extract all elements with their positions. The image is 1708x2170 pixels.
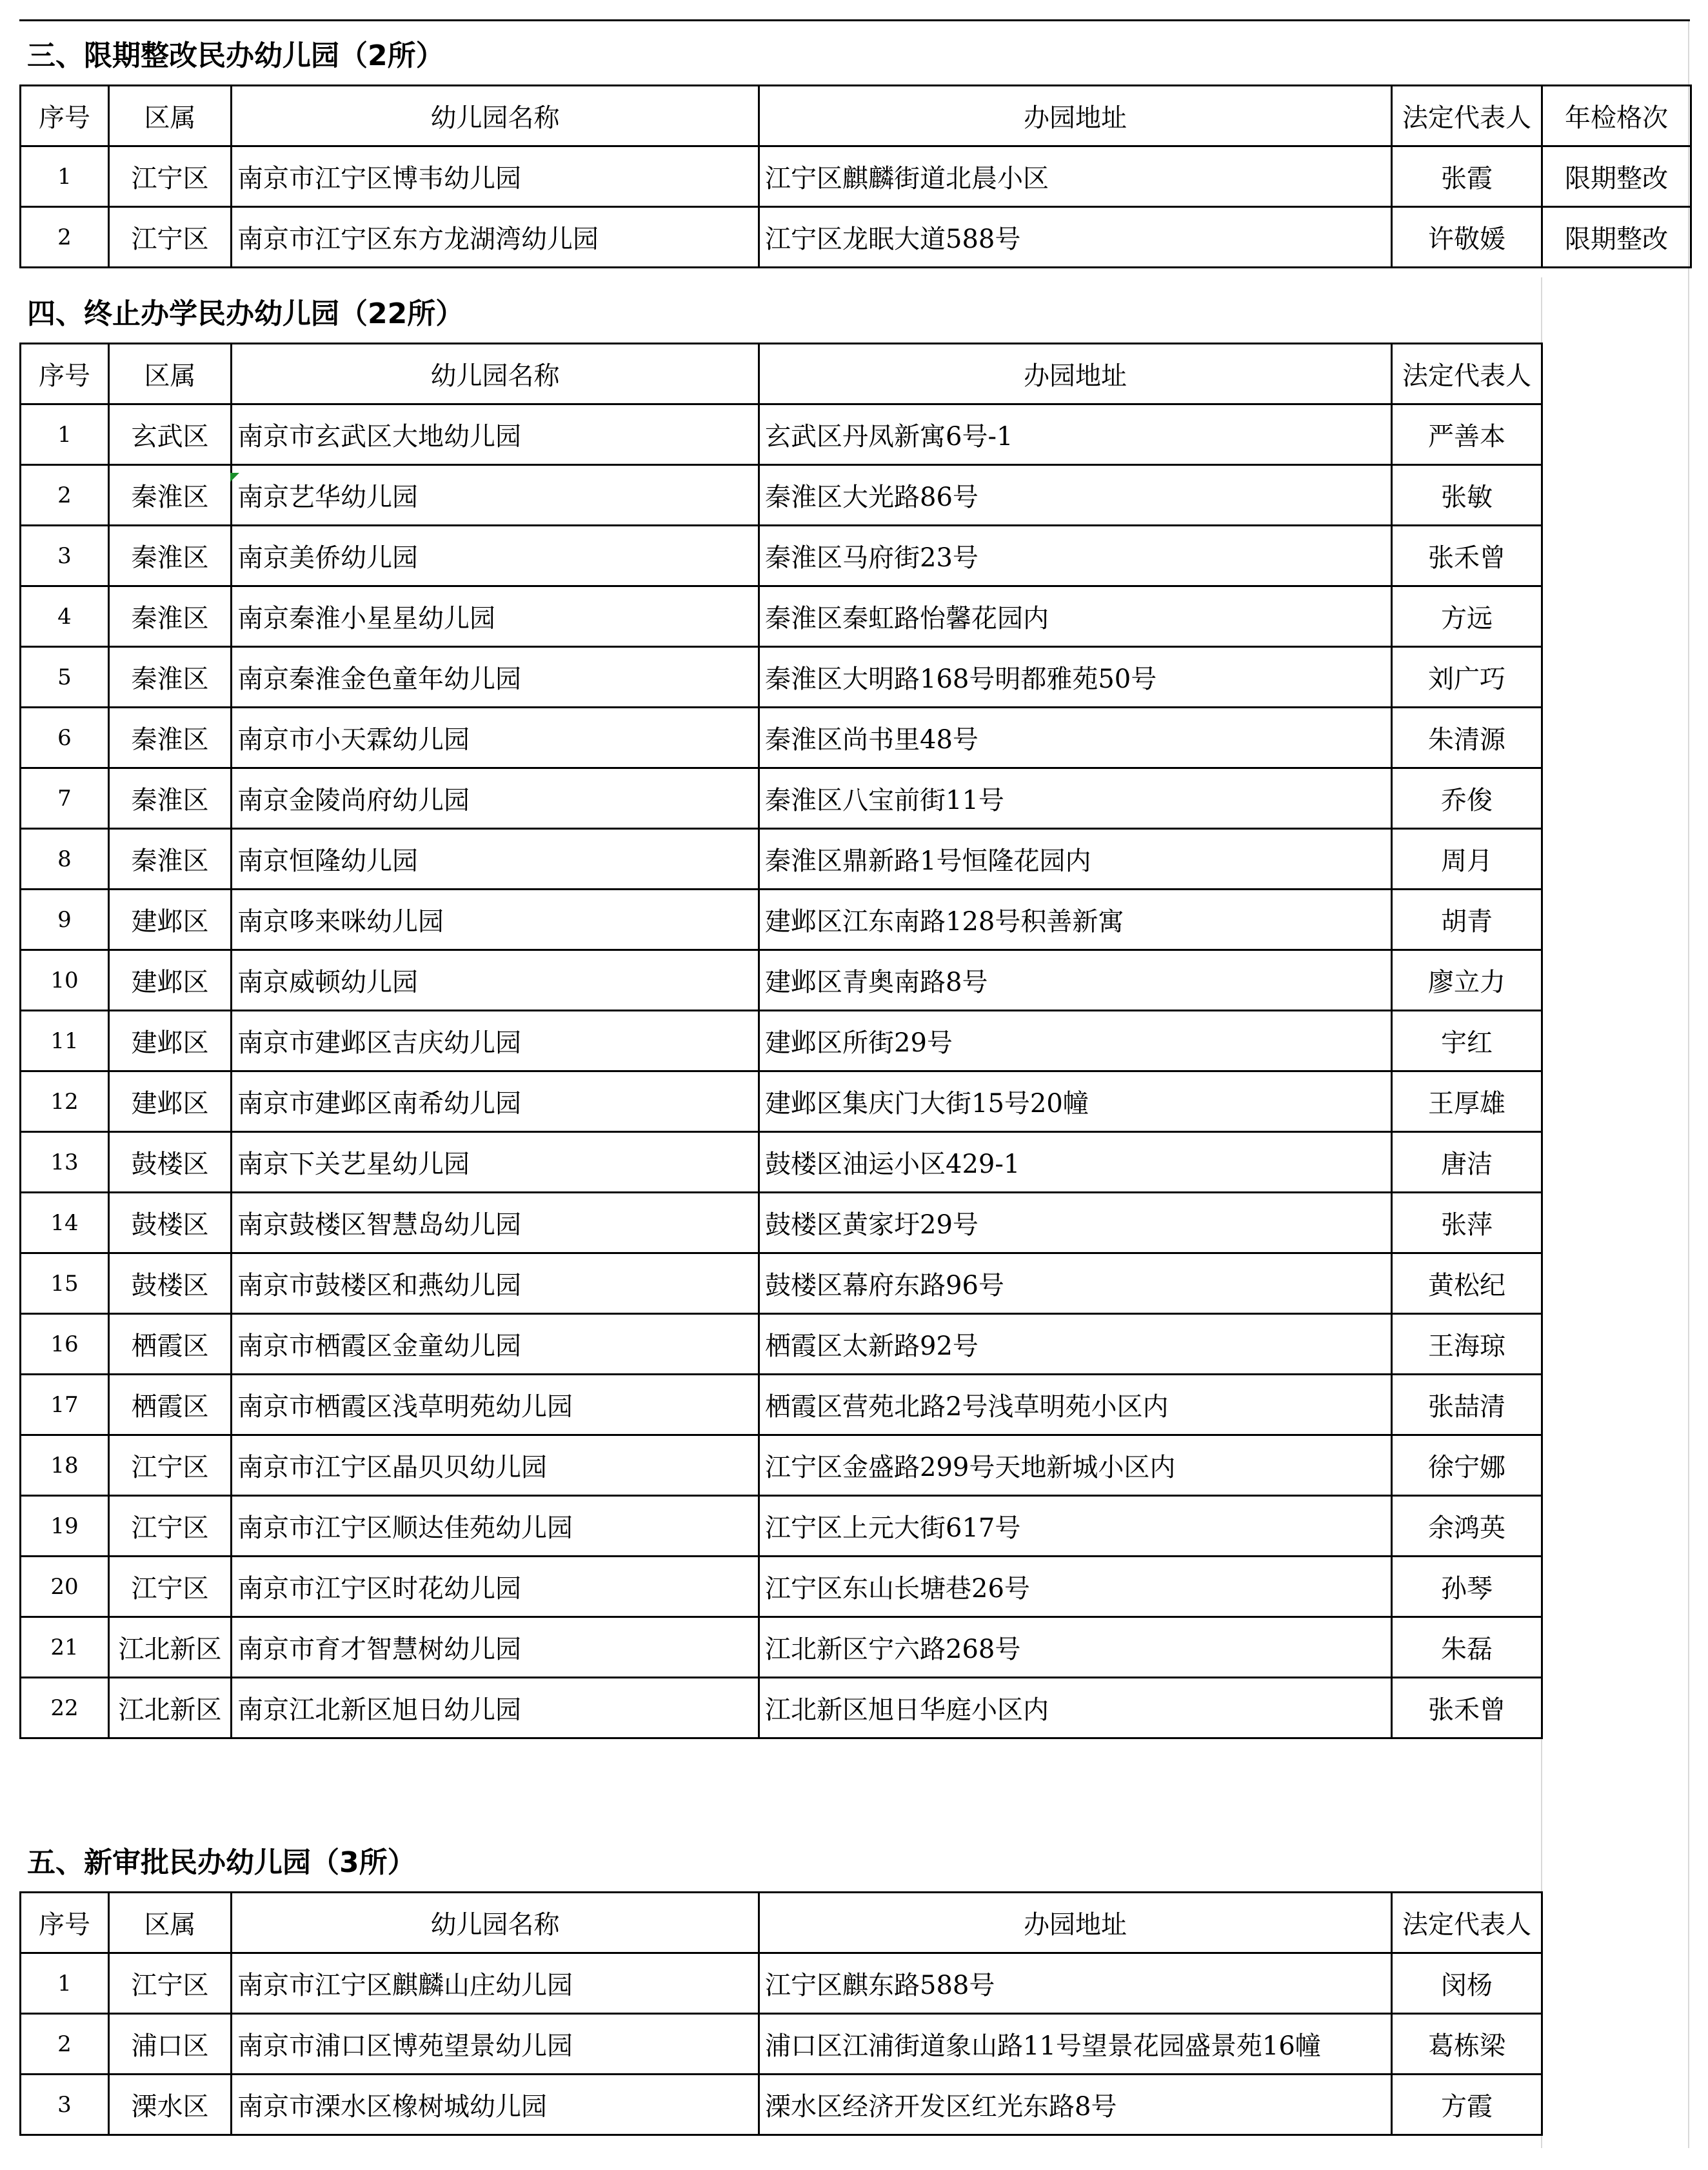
table-row xyxy=(21,1253,1542,1314)
legal-rep-cell: 朱清源 xyxy=(1392,708,1542,768)
kindergarten-name-cell: 南京威顿幼儿园 xyxy=(232,950,759,1011)
seq-cell: 21 xyxy=(21,1617,109,1678)
column-header: 区属 xyxy=(109,344,232,404)
legal-rep-cell: 胡青 xyxy=(1392,890,1542,950)
legal-rep-cell: 朱磊 xyxy=(1392,1617,1542,1678)
legal-rep-cell: 张禾曾 xyxy=(1392,1678,1542,1738)
seq-cell: 14 xyxy=(21,1193,109,1253)
kindergarten-name-cell: 南京市栖霞区浅草明苑幼儿园 xyxy=(232,1375,759,1435)
address-cell: 秦淮区八宝前街11号 xyxy=(759,768,1392,829)
column-header: 序号 xyxy=(21,1893,109,1953)
district-cell: 建邺区 xyxy=(109,950,232,1011)
district-cell: 秦淮区 xyxy=(109,708,232,768)
seq-cell: 3 xyxy=(21,2075,109,2135)
address-cell: 江宁区上元大街617号 xyxy=(759,1496,1392,1557)
legal-rep-cell: 方霞 xyxy=(1392,2075,1542,2135)
seq-cell: 16 xyxy=(21,1314,109,1375)
legal-rep-cell: 周月 xyxy=(1392,829,1542,890)
gridline-right xyxy=(1688,19,1689,2148)
kindergarten-name-cell: 南京市小天霖幼儿园 xyxy=(232,708,759,768)
table-row xyxy=(21,1678,1542,1738)
seq-cell: 6 xyxy=(21,708,109,768)
section-3-table xyxy=(19,85,1692,268)
table-row xyxy=(21,1314,1542,1375)
column-header: 幼儿园名称 xyxy=(232,1893,759,1953)
kindergarten-name-cell: 南京艺华幼儿园 xyxy=(232,465,759,526)
table-row xyxy=(21,647,1542,708)
legal-rep-cell: 王厚雄 xyxy=(1392,1071,1542,1132)
column-header: 年检格次 xyxy=(1542,86,1691,146)
table-header-row xyxy=(21,1893,1542,1953)
seq-cell: 15 xyxy=(21,1253,109,1314)
legal-rep-cell: 徐宁娜 xyxy=(1392,1435,1542,1496)
legal-rep-cell: 张萍 xyxy=(1392,1193,1542,1253)
legal-rep-cell: 闵杨 xyxy=(1392,1953,1542,2014)
address-cell: 江宁区麒东路588号 xyxy=(759,1953,1392,2014)
seq-cell: 1 xyxy=(21,404,109,465)
kindergarten-name-cell: 南京市江宁区麒麟山庄幼儿园 xyxy=(232,1953,759,2014)
legal-rep-cell: 张霞 xyxy=(1392,146,1542,207)
district-cell: 江宁区 xyxy=(109,1496,232,1557)
legal-rep-cell: 刘广巧 xyxy=(1392,647,1542,708)
table-row xyxy=(21,465,1542,526)
table-row xyxy=(21,1435,1542,1496)
section-5-title: 五、新审批民办幼儿园（3所） xyxy=(27,1846,416,1879)
address-cell: 秦淮区大光路86号 xyxy=(759,465,1392,526)
table-row xyxy=(21,768,1542,829)
table-row xyxy=(21,1953,1542,2014)
address-cell: 鼓楼区油运小区429-1 xyxy=(759,1132,1392,1193)
seq-cell: 11 xyxy=(21,1011,109,1071)
table-row xyxy=(21,708,1542,768)
kindergarten-name-cell: 南京市建邺区南希幼儿园 xyxy=(232,1071,759,1132)
district-cell: 江宁区 xyxy=(109,1435,232,1496)
seq-cell: 12 xyxy=(21,1071,109,1132)
district-cell: 秦淮区 xyxy=(109,526,232,586)
kindergarten-name-cell: 南京哆来咪幼儿园 xyxy=(232,890,759,950)
column-header: 幼儿园名称 xyxy=(232,344,759,404)
table-row xyxy=(21,1193,1542,1253)
table-row xyxy=(21,2075,1542,2135)
district-cell: 江北新区 xyxy=(109,1678,232,1738)
column-header: 区属 xyxy=(109,86,232,146)
table-row xyxy=(21,586,1542,647)
legal-rep-cell: 余鸿英 xyxy=(1392,1496,1542,1557)
district-cell: 江宁区 xyxy=(109,207,232,268)
kindergarten-name-cell: 南京市鼓楼区和燕幼儿园 xyxy=(232,1253,759,1314)
table-row xyxy=(21,1132,1542,1193)
district-cell: 秦淮区 xyxy=(109,829,232,890)
seq-cell: 17 xyxy=(21,1375,109,1435)
address-cell: 栖霞区太新路92号 xyxy=(759,1314,1392,1375)
district-cell: 秦淮区 xyxy=(109,586,232,647)
district-cell: 建邺区 xyxy=(109,890,232,950)
kindergarten-name-cell: 南京市浦口区博苑望景幼儿园 xyxy=(232,2014,759,2075)
address-cell: 秦淮区大明路168号明都雅苑50号 xyxy=(759,647,1392,708)
address-cell: 秦淮区尚书里48号 xyxy=(759,708,1392,768)
address-cell: 江宁区麒麟街道北晨小区 xyxy=(759,146,1392,207)
table-row xyxy=(21,1011,1542,1071)
table-row xyxy=(21,207,1691,268)
district-cell: 栖霞区 xyxy=(109,1314,232,1375)
district-cell: 秦淮区 xyxy=(109,768,232,829)
inspection-grade-cell: 限期整改 xyxy=(1542,207,1691,268)
legal-rep-cell: 张敏 xyxy=(1392,465,1542,526)
section-3-title: 三、限期整改民办幼儿园（2所） xyxy=(27,39,444,72)
column-header: 区属 xyxy=(109,1893,232,1953)
column-header: 序号 xyxy=(21,344,109,404)
column-header: 法定代表人 xyxy=(1392,86,1542,146)
district-cell: 栖霞区 xyxy=(109,1375,232,1435)
district-cell: 玄武区 xyxy=(109,404,232,465)
table-header-row xyxy=(21,344,1542,404)
top-rule xyxy=(19,19,1690,21)
address-cell: 秦淮区秦虹路怡馨花园内 xyxy=(759,586,1392,647)
table-row xyxy=(21,146,1691,207)
section-5-table xyxy=(19,1891,1543,2136)
legal-rep-cell: 葛栋梁 xyxy=(1392,2014,1542,2075)
seq-cell: 19 xyxy=(21,1496,109,1557)
address-cell: 江宁区龙眠大道588号 xyxy=(759,207,1392,268)
seq-cell: 9 xyxy=(21,890,109,950)
seq-cell: 13 xyxy=(21,1132,109,1193)
kindergarten-name-cell: 南京市栖霞区金童幼儿园 xyxy=(232,1314,759,1375)
kindergarten-name-cell: 南京市江宁区顺达佳苑幼儿园 xyxy=(232,1496,759,1557)
district-cell: 江宁区 xyxy=(109,1953,232,2014)
address-cell: 江宁区东山长塘巷26号 xyxy=(759,1557,1392,1617)
district-cell: 鼓楼区 xyxy=(109,1193,232,1253)
seq-cell: 5 xyxy=(21,647,109,708)
table-row xyxy=(21,404,1542,465)
legal-rep-cell: 黄松纪 xyxy=(1392,1253,1542,1314)
seq-cell: 2 xyxy=(21,2014,109,2075)
table-row xyxy=(21,950,1542,1011)
seq-cell: 10 xyxy=(21,950,109,1011)
table-row xyxy=(21,890,1542,950)
seq-cell: 2 xyxy=(21,465,109,526)
column-header: 法定代表人 xyxy=(1392,1893,1542,1953)
address-cell: 江北新区旭日华庭小区内 xyxy=(759,1678,1392,1738)
column-header: 办园地址 xyxy=(759,344,1392,404)
seq-cell: 18 xyxy=(21,1435,109,1496)
kindergarten-name-cell: 南京市育才智慧树幼儿园 xyxy=(232,1617,759,1678)
table-row xyxy=(21,1617,1542,1678)
seq-cell: 8 xyxy=(21,829,109,890)
address-cell: 建邺区所街29号 xyxy=(759,1011,1392,1071)
column-header: 办园地址 xyxy=(759,1893,1392,1953)
seq-cell: 1 xyxy=(21,146,109,207)
section-4-table xyxy=(19,343,1543,1739)
address-cell: 江北新区宁六路268号 xyxy=(759,1617,1392,1678)
table-row xyxy=(21,829,1542,890)
address-cell: 栖霞区营苑北路2号浅草明苑小区内 xyxy=(759,1375,1392,1435)
address-cell: 建邺区集庆门大街15号20幢 xyxy=(759,1071,1392,1132)
address-cell: 玄武区丹凤新寓6号-1 xyxy=(759,404,1392,465)
kindergarten-name-cell: 南京市溧水区橡树城幼儿园 xyxy=(232,2075,759,2135)
table-row xyxy=(21,1496,1542,1557)
seq-cell: 20 xyxy=(21,1557,109,1617)
address-cell: 浦口区江浦街道象山路11号望景花园盛景苑16幢 xyxy=(759,2014,1392,2075)
section-4-title: 四、终止办学民办幼儿园（22所） xyxy=(27,297,464,330)
district-cell: 浦口区 xyxy=(109,2014,232,2075)
kindergarten-name-cell: 南京秦淮小星星幼儿园 xyxy=(232,586,759,647)
kindergarten-name-cell: 南京美侨幼儿园 xyxy=(232,526,759,586)
district-cell: 鼓楼区 xyxy=(109,1132,232,1193)
address-cell: 溧水区经济开发区红光东路8号 xyxy=(759,2075,1392,2135)
district-cell: 溧水区 xyxy=(109,2075,232,2135)
column-header: 幼儿园名称 xyxy=(232,86,759,146)
kindergarten-name-cell: 南京市江宁区晶贝贝幼儿园 xyxy=(232,1435,759,1496)
district-cell: 秦淮区 xyxy=(109,465,232,526)
address-cell: 江宁区金盛路299号天地新城小区内 xyxy=(759,1435,1392,1496)
legal-rep-cell: 廖立力 xyxy=(1392,950,1542,1011)
legal-rep-cell: 张喆清 xyxy=(1392,1375,1542,1435)
district-cell: 秦淮区 xyxy=(109,647,232,708)
seq-cell: 2 xyxy=(21,207,109,268)
table-row xyxy=(21,2014,1542,2075)
kindergarten-name-cell: 南京市江宁区博韦幼儿园 xyxy=(232,146,759,207)
kindergarten-name-cell: 南京江北新区旭日幼儿园 xyxy=(232,1678,759,1738)
legal-rep-cell: 张禾曾 xyxy=(1392,526,1542,586)
seq-cell: 4 xyxy=(21,586,109,647)
seq-cell: 7 xyxy=(21,768,109,829)
address-cell: 鼓楼区黄家圩29号 xyxy=(759,1193,1392,1253)
legal-rep-cell: 乔俊 xyxy=(1392,768,1542,829)
inspection-grade-cell: 限期整改 xyxy=(1542,146,1691,207)
legal-rep-cell: 严善本 xyxy=(1392,404,1542,465)
legal-rep-cell: 唐洁 xyxy=(1392,1132,1542,1193)
address-cell: 秦淮区马府街23号 xyxy=(759,526,1392,586)
kindergarten-name-cell: 南京市江宁区时花幼儿园 xyxy=(232,1557,759,1617)
legal-rep-cell: 方远 xyxy=(1392,586,1542,647)
kindergarten-name-cell: 南京市玄武区大地幼儿园 xyxy=(232,404,759,465)
table-row xyxy=(21,526,1542,586)
table-row xyxy=(21,1375,1542,1435)
kindergarten-name-cell: 南京市建邺区吉庆幼儿园 xyxy=(232,1011,759,1071)
district-cell: 鼓楼区 xyxy=(109,1253,232,1314)
seq-cell: 1 xyxy=(21,1953,109,2014)
address-cell: 鼓楼区幕府东路96号 xyxy=(759,1253,1392,1314)
seq-cell: 22 xyxy=(21,1678,109,1738)
cell-comment-marker xyxy=(230,473,239,482)
column-header: 办园地址 xyxy=(759,86,1392,146)
seq-cell: 3 xyxy=(21,526,109,586)
district-cell: 建邺区 xyxy=(109,1071,232,1132)
column-header: 序号 xyxy=(21,86,109,146)
kindergarten-name-cell: 南京市江宁区东方龙湖湾幼儿园 xyxy=(232,207,759,268)
table-row xyxy=(21,1071,1542,1132)
address-cell: 建邺区青奥南路8号 xyxy=(759,950,1392,1011)
table-row xyxy=(21,1557,1542,1617)
address-cell: 建邺区江东南路128号积善新寓 xyxy=(759,890,1392,950)
legal-rep-cell: 宇红 xyxy=(1392,1011,1542,1071)
address-cell: 秦淮区鼎新路1号恒隆花园内 xyxy=(759,829,1392,890)
column-header: 法定代表人 xyxy=(1392,344,1542,404)
district-cell: 江北新区 xyxy=(109,1617,232,1678)
kindergarten-name-cell: 南京下关艺星幼儿园 xyxy=(232,1132,759,1193)
kindergarten-name-cell: 南京鼓楼区智慧岛幼儿园 xyxy=(232,1193,759,1253)
legal-rep-cell: 孙琴 xyxy=(1392,1557,1542,1617)
kindergarten-name-cell: 南京恒隆幼儿园 xyxy=(232,829,759,890)
district-cell: 建邺区 xyxy=(109,1011,232,1071)
district-cell: 江宁区 xyxy=(109,1557,232,1617)
legal-rep-cell: 王海琼 xyxy=(1392,1314,1542,1375)
kindergarten-name-cell: 南京秦淮金色童年幼儿园 xyxy=(232,647,759,708)
table-header-row xyxy=(21,86,1691,146)
legal-rep-cell: 许敬媛 xyxy=(1392,207,1542,268)
kindergarten-name-cell: 南京金陵尚府幼儿园 xyxy=(232,768,759,829)
district-cell: 江宁区 xyxy=(109,146,232,207)
